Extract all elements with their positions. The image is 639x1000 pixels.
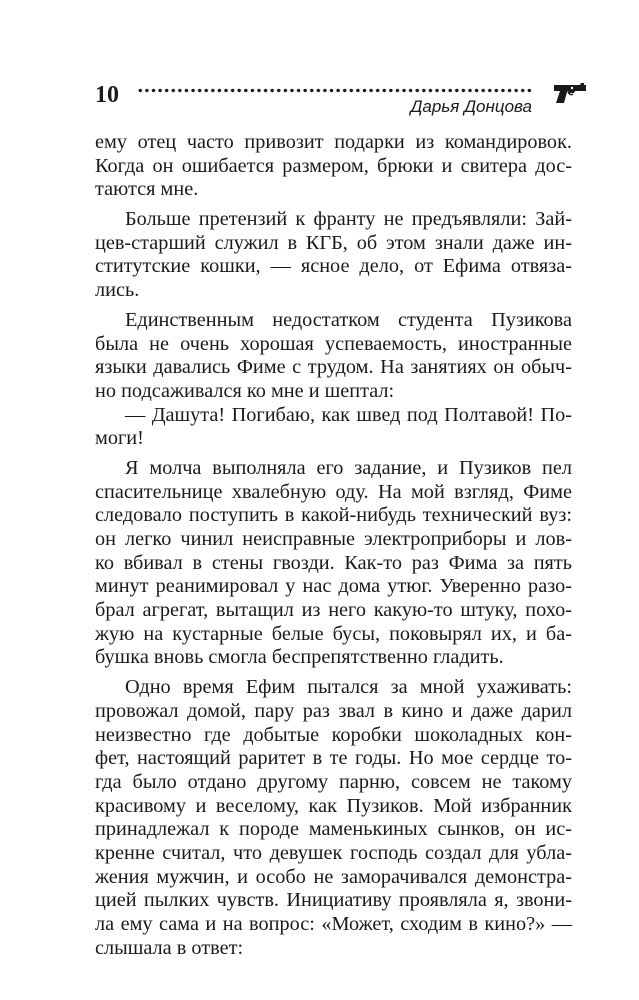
text-line: неизвестно где добытые коробки шоколадных кон- [95, 723, 572, 746]
text-line: следовало поступить в какой-нибудь технический вуз: [95, 504, 572, 527]
text-line: была не очень хорошая успеваемость, иностранные [95, 332, 572, 355]
text-line: Больше претензий к франту не предъявляли: Зай- [125, 208, 572, 231]
dotted-rule [137, 88, 533, 93]
text-line: жую на кустарные белые бусы, поковырял их, и ба- [95, 622, 572, 645]
author-name: Дарья Донцова [410, 97, 532, 116]
text-line: ститутские кошки, — ясное дело, от Ефима отвяза- [95, 255, 572, 278]
text-line: красивому и веселому, как Пузиков. Мой избранник [95, 794, 572, 817]
text-line: брал агрегат, вытащил из него какую-то штуку, похо- [95, 599, 572, 622]
text-line: слышала в ответ: [95, 936, 244, 959]
text-line: он легко чинил неисправные электроприборы и лов- [95, 528, 572, 550]
text-line: цией пылких чувств. Инициативу проявляла я, звони- [95, 889, 572, 912]
text-line: Одно время Ефим пытался за мной ухаживать: [125, 676, 572, 699]
text-line: — Дашута! Погибаю, как швед под Полтавой! По- [125, 403, 572, 426]
text-line: кренне считал, что девушек господь создал для ублa- [95, 841, 572, 864]
revolver-icon [553, 82, 587, 104]
text-line: цев-старший служил в КГБ, об этом знали даже ин- [95, 231, 572, 254]
text-line: языки давались Фиме с трудом. На занятиях он обыч- [95, 356, 572, 379]
text-line: ему отец часто привозит подарки из командировок. [95, 131, 572, 153]
text-line: гда было отдано другому парню, совсем не такому [95, 770, 572, 793]
text-line: жения мужчин, и особо не заморачивался демонстра- [95, 865, 572, 888]
page-header [95, 78, 590, 118]
text-line: таются мне. [95, 178, 199, 201]
text-line: провожал домой, пару раз звал в кино и даже дарил [95, 699, 572, 722]
text-line: принадлежал к породе маменькиных сынков, он ис- [95, 818, 572, 841]
body-text [95, 131, 572, 960]
text-line: бушка вновь смогла беспрепятственно гладить. [95, 646, 504, 669]
text-line: ла ему сама и на вопрос: «Может, сходим в кино?» — [95, 913, 572, 935]
text-line: Единственным недостатком студента Пузикова [125, 308, 572, 331]
text-line: но подсаживался ко мне и шептал: [95, 379, 395, 402]
text-line: моги! [95, 427, 144, 450]
text-line: ко вбивал в стены гвозди. Как-то раз Фима за пять [95, 551, 572, 574]
text-line: Когда он ошибается размером, брюки и свитера дос- [95, 154, 572, 177]
text-line: лись. [95, 279, 140, 302]
text-line: фет, настоящий раритет в те годы. Но мое сердце то- [95, 747, 572, 770]
text-line: спасительнице хвалебную оду. На мой взгляд, Фиме [95, 480, 572, 503]
text-line: Я молча выполняла его задание, и Пузиков пел [125, 456, 572, 479]
text-line: минут реанимировал у нас дома утюг. Уверенно разо- [95, 575, 572, 598]
page-number: 10 [95, 82, 119, 108]
